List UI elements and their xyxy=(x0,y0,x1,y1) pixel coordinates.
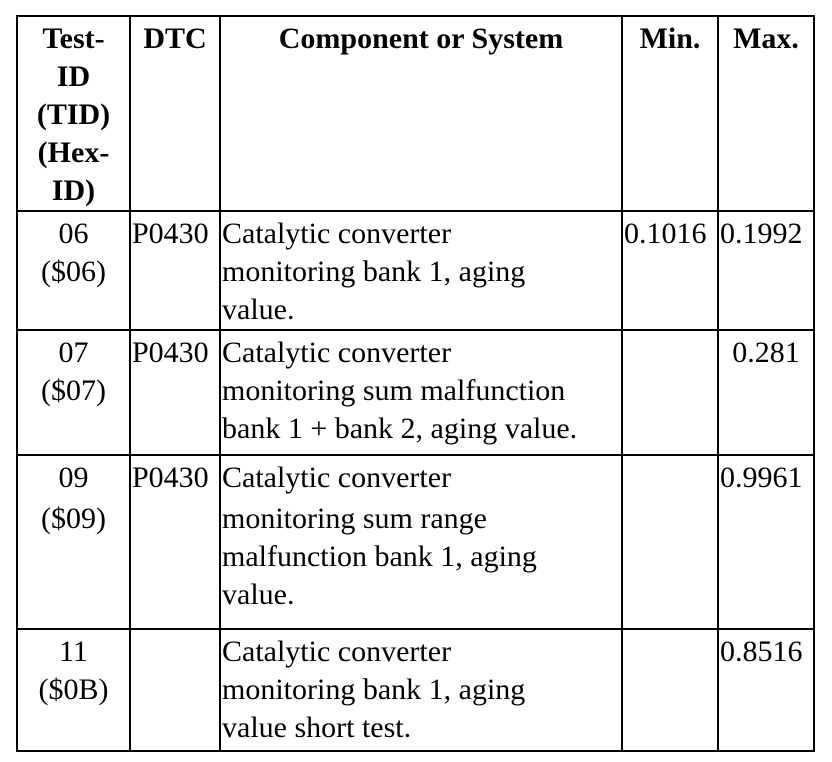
cell-tid xyxy=(17,211,130,330)
header-tid-line: Test- xyxy=(42,22,105,55)
table-row xyxy=(17,330,814,455)
cell-tid xyxy=(17,629,130,751)
cell-max: 0.281 xyxy=(718,330,814,455)
cell-dtc-empty xyxy=(130,497,220,629)
cell-dtc: P0430 xyxy=(130,211,220,330)
cell-max-empty xyxy=(718,497,814,629)
tid-hex: ($06) xyxy=(41,255,106,288)
header-row xyxy=(17,16,814,211)
header-tid xyxy=(17,16,130,211)
header-tid-line: (Hex- xyxy=(37,136,110,169)
tid-decimal: 07 xyxy=(58,336,89,369)
cell-min-empty xyxy=(622,497,718,629)
cell-min: 0.1016 xyxy=(622,211,718,330)
header-tid-line: ID xyxy=(56,60,91,93)
component-line: monitoring bank 1, aging xyxy=(222,255,526,288)
table-row xyxy=(17,211,814,330)
component-line: malfunction bank 1, aging xyxy=(222,540,537,573)
cell-max: 0.9961 xyxy=(718,455,814,497)
cell-component: Catalytic converter xyxy=(220,455,622,497)
cell-dtc xyxy=(130,629,220,751)
component-line: value. xyxy=(222,578,295,611)
cell-min xyxy=(622,629,718,751)
header-component: Component or System xyxy=(220,16,622,211)
tid-hex: ($07) xyxy=(41,374,106,407)
component-line: monitoring sum range xyxy=(222,502,487,535)
component-line: value short test. xyxy=(222,711,412,744)
tid-hex: ($0B) xyxy=(38,673,109,706)
component-line: Catalytic converter xyxy=(222,336,452,369)
component-line: Catalytic converter xyxy=(222,217,452,250)
header-min: Min. xyxy=(622,16,718,211)
cell-min xyxy=(622,455,718,497)
cell-component xyxy=(220,497,622,629)
cell-max: 0.8516 xyxy=(718,629,814,751)
header-dtc: DTC xyxy=(130,16,220,211)
header-tid-line: ID) xyxy=(51,174,96,207)
cell-component xyxy=(220,629,622,751)
cell-tid: ($09) xyxy=(17,497,130,629)
component-line: bank 1 + bank 2, aging value. xyxy=(222,412,578,445)
cell-tid: 09 xyxy=(17,455,130,497)
cell-min xyxy=(622,330,718,455)
component-line: monitoring sum malfunction xyxy=(222,374,566,407)
component-line: monitoring bank 1, aging xyxy=(222,673,526,706)
cell-dtc: P0430 xyxy=(130,455,220,497)
cell-tid xyxy=(17,330,130,455)
test-id-table xyxy=(16,15,815,752)
table-row xyxy=(17,455,814,497)
component-line: Catalytic converter xyxy=(222,635,452,668)
table-row xyxy=(17,629,814,751)
tid-decimal: 11 xyxy=(59,635,88,668)
component-line: value. xyxy=(222,293,295,326)
header-max: Max. xyxy=(718,16,814,211)
cell-component xyxy=(220,211,622,330)
header-tid-line: (TID) xyxy=(36,98,111,131)
cell-max: 0.1992 xyxy=(718,211,814,330)
table-row-continued xyxy=(17,497,814,629)
tid-decimal: 06 xyxy=(58,217,89,250)
cell-component xyxy=(220,330,622,455)
cell-dtc: P0430 xyxy=(130,330,220,455)
